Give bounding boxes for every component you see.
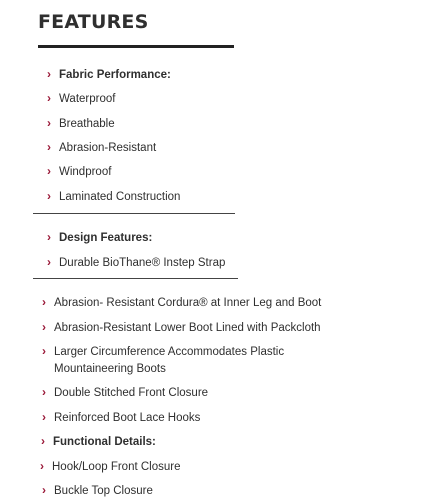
chevron-right-icon: ›	[42, 410, 46, 424]
title-underline	[38, 45, 234, 48]
chevron-right-icon: ›	[47, 140, 51, 154]
fabric-performance-heading	[47, 67, 171, 83]
functional-details-heading	[41, 434, 156, 450]
chevron-right-icon: ›	[47, 91, 51, 105]
chevron-right-icon: ›	[47, 164, 51, 178]
section-heading-label: Functional Details:	[53, 436, 156, 448]
list-item	[42, 295, 321, 311]
design-features-heading	[47, 230, 152, 246]
chevron-right-icon: ›	[42, 320, 46, 334]
section-heading-label: Fabric Performance:	[59, 69, 171, 81]
page-title: FEATURES	[38, 11, 149, 33]
section-divider	[33, 278, 238, 279]
list-item-continuation	[42, 361, 166, 377]
list-item-label: Larger Circumference Accommodates Plastic	[54, 346, 285, 358]
list-item	[47, 91, 115, 107]
list-item	[42, 344, 284, 360]
list-item-label: Windproof	[59, 166, 112, 178]
chevron-right-icon: ›	[42, 295, 46, 309]
chevron-right-icon: ›	[47, 230, 51, 244]
section-divider	[33, 213, 235, 214]
list-item-label: Durable BioThane® Instep Strap	[59, 257, 226, 269]
chevron-right-icon: ›	[42, 483, 46, 497]
list-item-label: Laminated Construction	[59, 191, 181, 203]
list-item	[42, 410, 200, 426]
chevron-right-icon: ›	[47, 255, 51, 269]
list-item-label: Waterproof	[59, 93, 116, 105]
chevron-right-icon: ›	[42, 344, 46, 358]
list-item-label: Buckle Top Closure	[54, 485, 153, 497]
chevron-right-icon: ›	[47, 67, 51, 81]
chevron-right-icon: ›	[41, 434, 45, 448]
chevron-right-icon: ›	[40, 459, 44, 473]
list-item-label: Double Stitched Front Closure	[54, 387, 209, 399]
list-item-label: Abrasion-Resistant	[59, 142, 157, 154]
chevron-right-icon: ›	[47, 189, 51, 203]
list-item-label: Reinforced Boot Lace Hooks	[54, 412, 201, 424]
list-item	[42, 320, 321, 336]
list-item-label: Hook/Loop Front Closure	[52, 461, 181, 473]
list-item-label: Abrasion- Resistant Cordura® at Inner Leg and Boot	[54, 297, 322, 309]
list-item-label: Mountaineering Boots	[54, 363, 166, 375]
list-item	[40, 459, 180, 475]
section-heading-label: Design Features:	[59, 232, 153, 244]
chevron-right-icon: ›	[42, 385, 46, 399]
list-item	[42, 483, 153, 499]
list-item	[42, 385, 208, 401]
chevron-right-icon: ›	[47, 116, 51, 130]
list-item	[47, 255, 225, 271]
list-item-label: Abrasion-Resistant Lower Boot Lined with Packcloth	[54, 322, 321, 334]
list-item-label: Breathable	[59, 118, 115, 130]
list-item	[47, 189, 180, 205]
list-item	[47, 140, 156, 156]
list-item	[47, 116, 115, 132]
list-item	[47, 164, 111, 180]
